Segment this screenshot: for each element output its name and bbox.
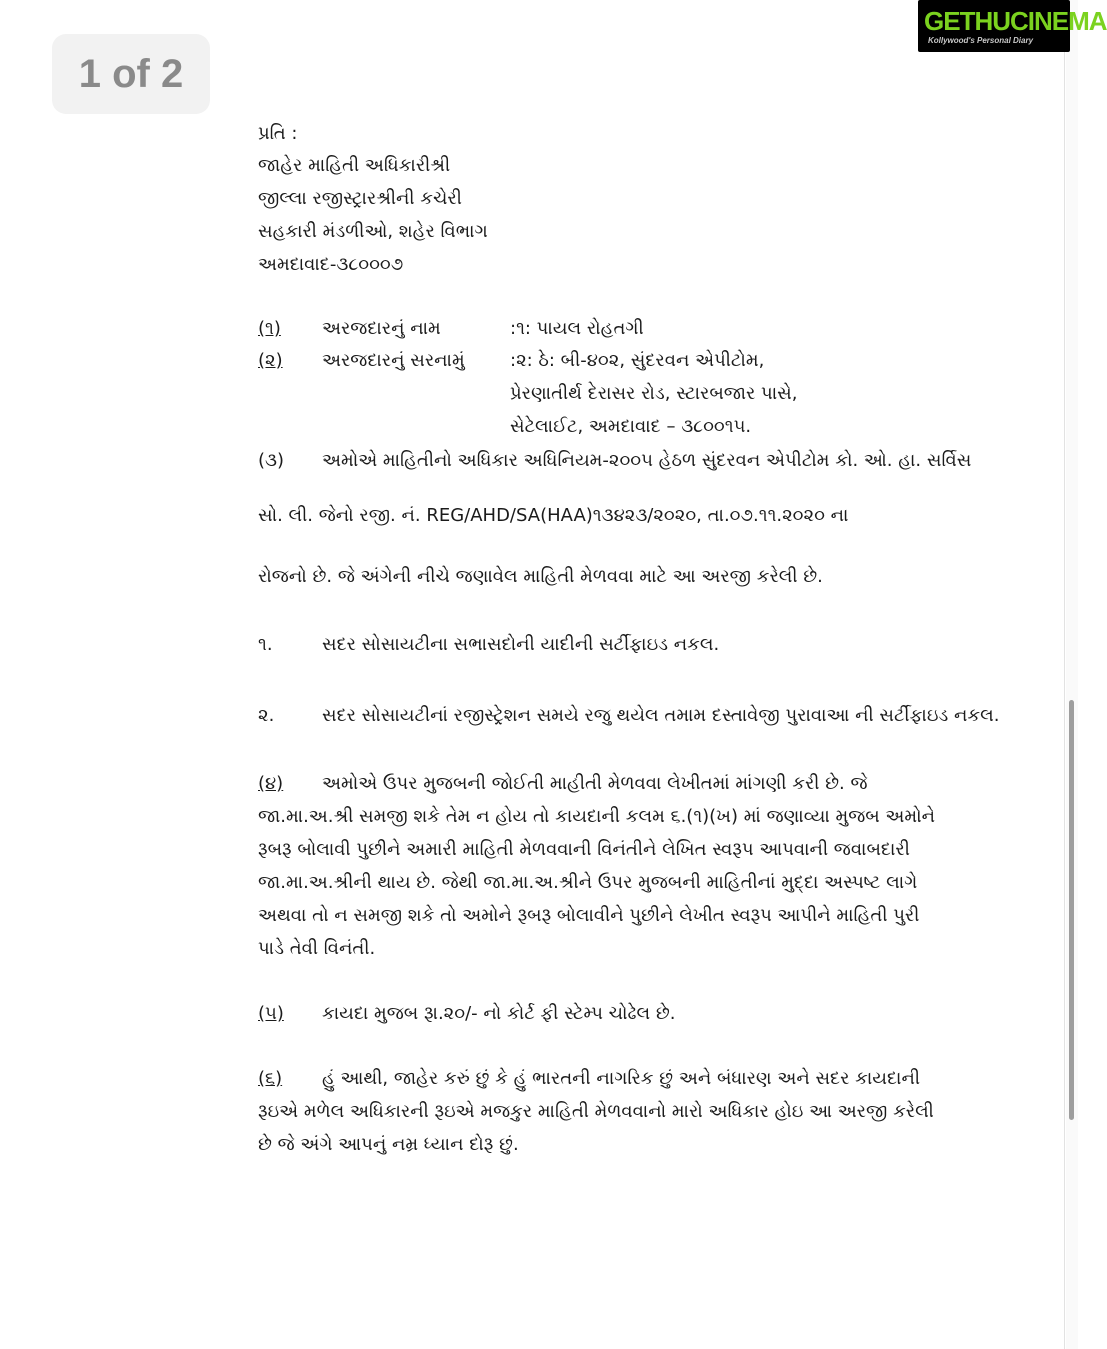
paragraph-line: જા.મા.અ.શ્રીની થાય છે. જેથી જા.મા.અ.શ્રીને ઉપર મુજબની માહિતીનાં મુદ્દા અસ્પષ્ટ લાગે bbox=[258, 872, 918, 893]
item-number: (૪) bbox=[258, 773, 284, 794]
paragraph-line: અથવા તો ન સમજી શકે તો અમોને રૂબરૂ બોલાવીને પુછીને લેખીત સ્વરૂપ આપીને માહિતી પુરી bbox=[258, 905, 920, 926]
applicant-address-line: પ્રેરણાતીર્થ દેરાસર રોડ, સ્ટારબજાર પાસે, bbox=[510, 383, 798, 404]
paragraph-line: પાડે તેવી વિનંતી. bbox=[258, 938, 376, 959]
request-number: ૧. bbox=[258, 634, 273, 655]
applicant-address-line: સેટેલાઈટ, અમદાવાદ – ૩૮૦૦૧૫. bbox=[510, 416, 752, 437]
paragraph-line: છે જે અંગે આપનું નમ્ર ધ્યાન દોરૂ છું. bbox=[258, 1134, 519, 1155]
page-indicator: 1 of 2 bbox=[52, 34, 210, 114]
address-line: જાહેર માહિતી અધિકારીશ્રી bbox=[258, 155, 451, 176]
applicant-name-value: :૧: પાયલ રોહતગી bbox=[510, 318, 644, 339]
paragraph-line: સો. લી. જેનો રજી. નં. REG/AHD/SA(HAA)૧૩૪૨૩/૨૦૨૦, તા.૦૭.૧૧.૨૦૨૦ ના bbox=[258, 505, 849, 526]
paragraph-line: કાયદા મુજબ રૂા.૨૦/- નો કોર્ટ ફી સ્ટેમ્પ ચોઢેલ છે. bbox=[322, 1003, 676, 1024]
item-number: (૩) bbox=[258, 450, 285, 471]
paragraph-line: હું આથી, જાહેર કરું છું કે હું ભારતની નાગરિક છું અને બંધારણ અને સદર કાયદાની bbox=[322, 1068, 921, 1089]
address-line: સહકારી મંડળીઓ, શહેર વિભાગ bbox=[258, 221, 488, 242]
paragraph-line: રૂબરૂ બોલાવી પુછીને અમારી માહિતી મેળવવાની વિનંતીને લેખિત સ્વરૂપ આપવાની જવાબદારી bbox=[258, 839, 910, 860]
address-line: જીલ્લા રજીસ્ટ્રારશ્રીની કચેરી bbox=[258, 188, 462, 209]
paragraph-line: જા.મા.અ.શ્રી સમજી શકે તેમ ન હોય તો કાયદાની કલમ ૬.(૧)(ખ) માં જણાવ્યા મુજબ અમોને bbox=[258, 806, 936, 827]
scrollbar[interactable] bbox=[1066, 0, 1078, 1349]
watermark-brand: GETHUCINEMA bbox=[924, 6, 1107, 36]
paragraph-line: રૂઇએ મળેલ અધિકારની રૂઇએ મજકુર માહિતી મેળવવાનો મારો અધિકાર હોઇ આ અરજી કરેલી bbox=[258, 1101, 934, 1122]
item-number: (૧) bbox=[258, 318, 281, 339]
item-number: (૨) bbox=[258, 350, 283, 371]
request-text: સદર સોસાયટીના સભાસદોની યાદીની સર્ટીફાઇડ નકલ. bbox=[322, 634, 720, 655]
scroll-thumb[interactable] bbox=[1069, 700, 1074, 1120]
applicant-address-label: અરજદારનું સરનામું bbox=[322, 350, 465, 371]
watermark-tagline: Kollywood's Personal Diary bbox=[928, 36, 1034, 45]
applicant-name-label: અરજદારનું નામ bbox=[322, 318, 441, 339]
address-line: અમદાવાદ-૩૮૦૦૦૭ bbox=[258, 254, 404, 275]
item-number: (૫) bbox=[258, 1003, 284, 1024]
paragraph-line: રોજનો છે. જે અંગેની નીચે જણાવેલ માહિતી મેળવવા માટે આ અરજી કરેલી છે. bbox=[258, 566, 823, 587]
request-number: ૨. bbox=[258, 705, 275, 726]
paragraph-line: અમોએ ઉપર મુજબની જોઈતી માહીતી મેળવવા લેખીતમાં માંગણી કરી છે. જે bbox=[322, 773, 868, 794]
applicant-address-line: :૨: ઠે: બી-૪૦૨, સુંદરવન એપીટોમ, bbox=[510, 350, 765, 371]
to-label: પ્રતિ : bbox=[258, 123, 298, 144]
item-number: (૬) bbox=[258, 1068, 283, 1089]
paragraph-line: અમોએ માહિતીનો અધિકાર અધિનિયમ-૨૦૦૫ હેઠળ સુંદરવન એપીટોમ કો. ઓ. હા. સર્વિસ bbox=[322, 450, 972, 471]
request-text: સદર સોસાયટીનાં રજીસ્ટ્રેશન સમયે રજુ થયેલ તમામ દસ્તાવેજી પુરાવાઆ ની સર્ટીફાઇડ નકલ. bbox=[322, 705, 1000, 726]
